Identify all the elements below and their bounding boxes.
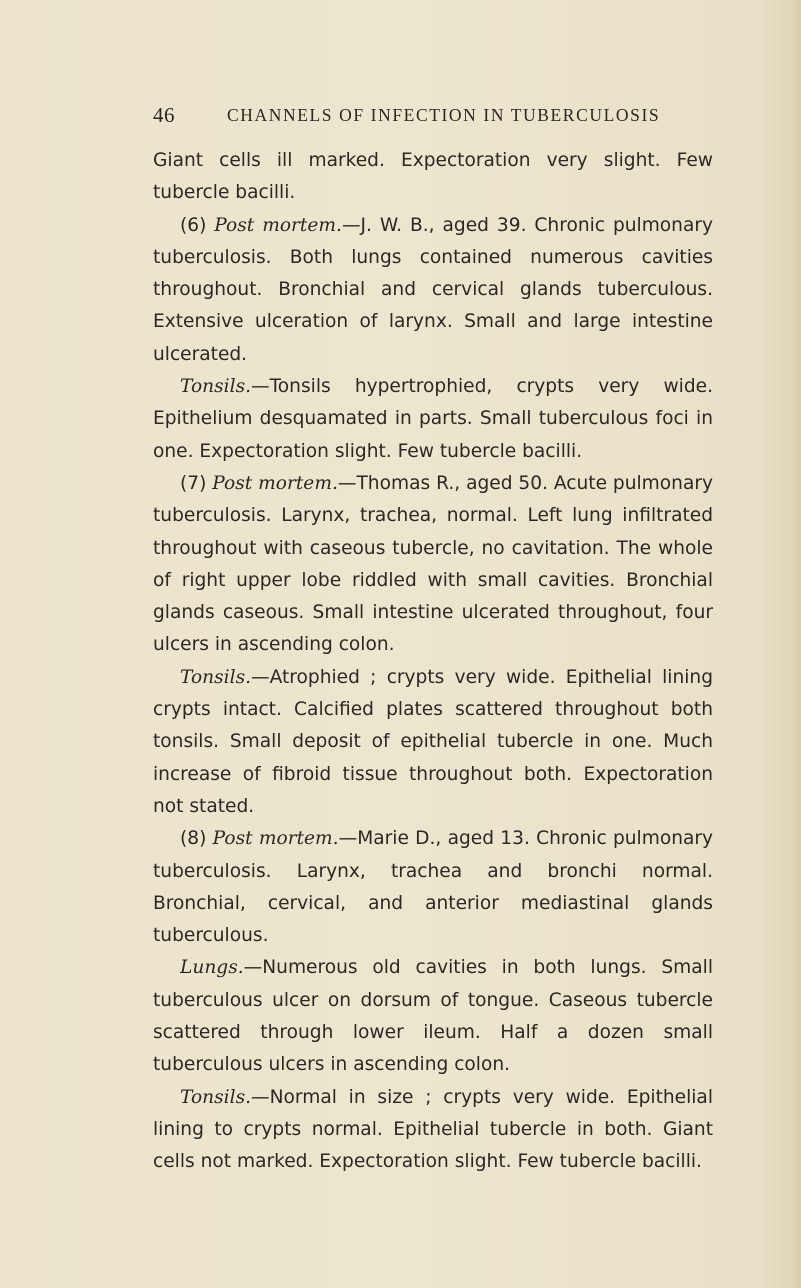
paragraph-text: —Tonsils hypertrophied, crypts very wide. Epithelium desquamated in parts. Small tuberculous foci in one. Expectoration slight. Few tubercle bacilli. [153,376,713,462]
paragraph-text: —Numerous old cavities in both lungs. Small tuberculous ulcer on dorsum of tongue. Caseous tubercle scattered through lower ileum. Half a dozen small tuberculous ulcers in ascending colon. [153,957,713,1076]
paragraph-heading: Tonsils. [180,376,252,398]
case-number: (7) [180,472,213,494]
paragraph-case-7 [153,468,713,662]
paragraph-heading: Post mortem. [212,472,338,494]
paragraph-text: —Atrophied ; crypts very wide. Epithelial lining crypts intact. Calcified plates scattered throughout both tonsils. Small deposit of epithelial tubercle in one. Much increase of fibroid tissue throughout both. Expectoration not stated. [153,666,713,817]
paragraph-tonsils-8 [153,1082,713,1179]
case-number: (6) [180,214,215,236]
paragraph-case-6 [153,210,713,371]
paragraph-heading: Lungs. [180,957,244,979]
page-number: 46 [153,103,175,127]
paragraph-text: —Marie D., aged 13. Chronic pulmonary tuberculosis. Larynx, trachea and bronchi normal. Bronchial, cervical, and anterior mediastinal glands tuberculous. [153,828,714,947]
paragraph-text: —Normal in size ; crypts very wide. Epithelial lining to crypts normal. Epithelial tubercle in both. Giant cells not marked. Expectoration slight. Few tubercle bacilli. [153,1086,713,1173]
paragraph-heading: Post mortem. [214,214,342,236]
paragraph-continuation [153,145,713,210]
page-edge-shadow [789,0,801,1288]
paragraph-text: —Thomas R., aged 50. Acute pulmonary tuberculosis. Larynx, trachea, normal. Left lung infiltrated throughout with caseous tubercle, no cavitation. The whole of right upper lobe riddled with small cavities. Bronchial glands caseous. Small intestine ulcerated throughout, four ulcers in ascending colon. [153,472,714,656]
paragraph-heading: Tonsils. [180,666,252,688]
paragraph-case-8 [153,823,713,952]
body-text [153,145,713,1179]
paragraph-lungs-8 [153,952,713,1081]
paragraph-text: Giant cells ill marked. Expectoration very slight. Few tubercle bacilli. [153,150,713,204]
paragraph-tonsils-6 [153,371,713,468]
paragraph-heading: Tonsils. [180,1086,252,1108]
paragraph-tonsils-7 [153,662,713,823]
running-header [153,103,713,129]
case-number: (8) [180,828,213,850]
running-title: CHANNELS OF INFECTION IN TUBERCULOSIS [227,105,661,125]
paragraph-heading: Post mortem. [212,828,339,850]
paragraph-text: —J. W. B., aged 39. Chronic pulmonary tuberculosis. Both lungs contained numerous cavities throughout. Bronchial and cervical glands tuberculous. Extensive ulceration of larynx. Small and large intestine ulcerated. [153,214,714,365]
